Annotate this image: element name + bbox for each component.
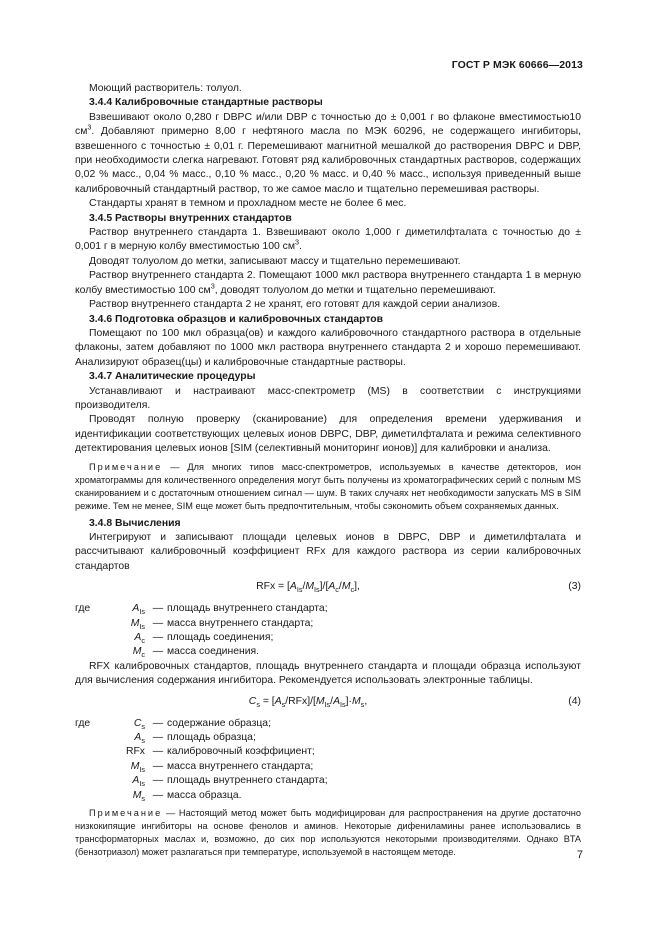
paragraph: Устанавливают и настраивают масс-спектрометр (MS) в соответствии с инструкциями производителя. [75, 385, 581, 411]
legend-text: площадь образца; [167, 731, 256, 743]
note: Примечание — Для многих типов масс-спектрометров, используемых в качестве детекторов, ион хроматограммы для количественного определения могут быть получены из хроматографических серий с полным MS сканированием и с достаточным отношением сигнал — шум. В таких случаях нет необходимости запускать MS в SIM режиме. Тем не менее, SIM еще может быть предпочтительным, чтобы сэкономить объем сохраняемых данных. [75, 461, 581, 511]
legend-symbol: $M_{Is}$ [130, 617, 145, 631]
legend-where [75, 617, 103, 631]
page-content [75, 82, 581, 863]
legend-symbol: RFx [125, 746, 145, 758]
paragraph: Стандарты хранят в темном и прохладном месте не более 6 мес. [89, 198, 407, 210]
paragraph: Раствор внутреннего стандарта 2. Помещают 1000 мкл раствора внутреннего стандарта 1 в мерную колбу вместимостью 100 $см^3$, доводят толуолом до метки и тщательно перемешивают. [75, 270, 581, 296]
legend-symbol: $M_c$ [132, 646, 145, 660]
solvent-line: Моющий растворитель: толуол. [89, 83, 242, 94]
legend-where [75, 645, 103, 659]
section-heading-3-4-7: 3.4.7 Аналитические процедуры [89, 371, 256, 383]
legend-text: масса образца. [167, 789, 242, 801]
legend-row: где $C_s$ — содержание образца; [75, 717, 271, 731]
legend-row: $M_c$ — масса соединения. [75, 645, 581, 659]
paragraph: Раствор внутреннего стандарта 2 не хранят, его готовят для каждой серии анализов. [89, 299, 501, 311]
legend-symbol: $M_{Is}$ [130, 760, 145, 774]
legend-formula-3 [75, 602, 581, 660]
paragraph: Раствор внутреннего стандарта 1. Взвешивают около 1,000 г диметилфталата с точностью до ± 0,001 г в мерную колбу вместимостью 100 $см^3$. [75, 227, 581, 253]
legend-where [75, 760, 103, 774]
legend-where [75, 745, 103, 759]
legend-row: $A_s$ — площадь образца; [75, 731, 581, 745]
legend-symbol: $M_s$ [132, 789, 145, 803]
paragraph: RFX калибровочных стандартов, площадь внутреннего стандарта и площади образца используют для вычисления содержания ингибитора. Рекомендуется использовать электронные таблицы. [75, 660, 581, 687]
legend-row: $M_{Is}$ — масса внутреннего стандарта; [75, 617, 581, 631]
section-heading-3-4-5: 3.4.5 Растворы внутренних стандартов [89, 212, 292, 224]
legend-text: масса внутреннего стандарта; [167, 760, 314, 772]
section-heading-3-4-4: 3.4.4 Калибровочные стандартные растворы [89, 97, 323, 109]
legend-text: площадь внутреннего стандарта; [167, 603, 328, 615]
standard-header: ГОСТ Р МЭК 60666—2013 [451, 59, 583, 71]
legend-formula-4 [75, 717, 581, 803]
note: Примечание — Настоящий метод может быть модифицирован для распространения на другие достаточно низкокипящие ингибиторы на основе фенолов и аминов. Некоторые дифениламины ранее использовались в трансформаторных маслах и, возможно, до сих пор используются некоторыми производителями. Однако BTA (бензотриазол) может разлагаться при температуре, используемой в настоящем методе. [75, 807, 581, 857]
legend-where: где [75, 717, 91, 729]
paragraph: Интегрируют и записывают площади целевых ионов в DBPC, DBP и диметилфталата и рассчитывают калибровочный коэффициент RFx для каждого раствора из серии калибровочных стандартов [75, 531, 581, 572]
legend-row: $M_s$ — масса образца. [75, 789, 581, 803]
formula-3-expression: RFx = $[A_{Is}/M_{Is}]/[A_c/M_c]$, [256, 581, 360, 595]
legend-where [75, 631, 103, 645]
legend-text: масса внутреннего стандарта; [167, 617, 314, 629]
legend-symbol: $A_{Is}$ [132, 775, 145, 789]
legend-symbol: $A_{Is}$ [132, 603, 145, 617]
section-heading-3-4-8: 3.4.8 Вычисления [89, 517, 181, 529]
legend-where [75, 789, 103, 803]
formula-3-number: (3) [568, 581, 581, 593]
legend-where [75, 731, 103, 745]
legend-text: содержание образца; [167, 717, 271, 729]
legend-where [75, 774, 103, 788]
legend-text: масса соединения. [167, 646, 260, 658]
legend-symbol: $A_s$ [134, 731, 145, 746]
formula-4-number: (4) [568, 695, 581, 707]
paragraph: Проводят полную проверку (сканирование) для определения времени удерживания и идентификации соответствующих целевых ионов DBPC, DBP, диметилфталата и режима селективного детектирования целевых ионов [SIM (селективный мониторинг ионов)] для калибровки и анализа. [75, 414, 581, 455]
formula-4 [75, 692, 581, 714]
paragraph: Взвешивают около 0,280 г DBPC и/или DBP с точностью до ± 0,001 г во флаконе вместимостью10 $см^3$. Добавляют примерно 8,00 г нефтяного масла по МЭК 60296, не содержащего ингибиторы, взвешенного с точностью ± 0,01 г. Перемешивают магнитной мешалкой до растворения DBPC и DBP, при необходимости слегка нагревают. Готовят ряд калибровочных стандартных растворов, содержащих 0,02 % масс., 0,04 % масс., 0,10 % масс., 0,20 % масс. и 0,40 % масс., используя приведенный выше калибровочный стандартный раствор, то же самое масло и тщательно перемешивая растворы. [75, 111, 581, 195]
legend-where: где [75, 603, 91, 615]
legend-symbol: $A_c$ [134, 631, 145, 646]
legend-text: площадь внутреннего стандарта; [167, 775, 328, 787]
legend-symbol: $C_s$ [133, 717, 145, 731]
legend-text: площадь соединения; [167, 631, 274, 643]
legend-text: калибровочный коэффициент; [167, 746, 315, 758]
page-number: 7 [576, 849, 583, 861]
legend-row: $M_{Is}$ — масса внутреннего стандарта; [75, 760, 581, 774]
legend-row: RFx — калибровочный коэффициент; [75, 745, 581, 759]
paragraph: Доводят толуолом до метки, записывают массу и тщательно перемешивают. [89, 255, 461, 267]
formula-3 [75, 577, 581, 599]
section-heading-3-4-6: 3.4.6 Подготовка образцов и калибровочных стандартов [89, 313, 384, 325]
legend-row: $A_c$ — площадь соединения; [75, 631, 581, 645]
paragraph: Помещают по 100 мкл образца(ов) и каждого калибровочного стандартного раствора в отдельные флаконы, затем добавляют по 1000 мкл раствора внутреннего стандарта 2 и хорошо перемешивают. Анализируют образец(цы) и калибровочные стандартные растворы. [75, 327, 581, 368]
legend-row: $A_{Is}$ — площадь внутреннего стандарта; [75, 774, 581, 788]
legend-row: где $A_{Is}$ — площадь внутреннего стандарта; [75, 603, 328, 617]
formula-4-expression: $C_s = [A_s/RFx]/[M_{Is}/A_{Is}]\cdot M_s$, [248, 695, 368, 709]
